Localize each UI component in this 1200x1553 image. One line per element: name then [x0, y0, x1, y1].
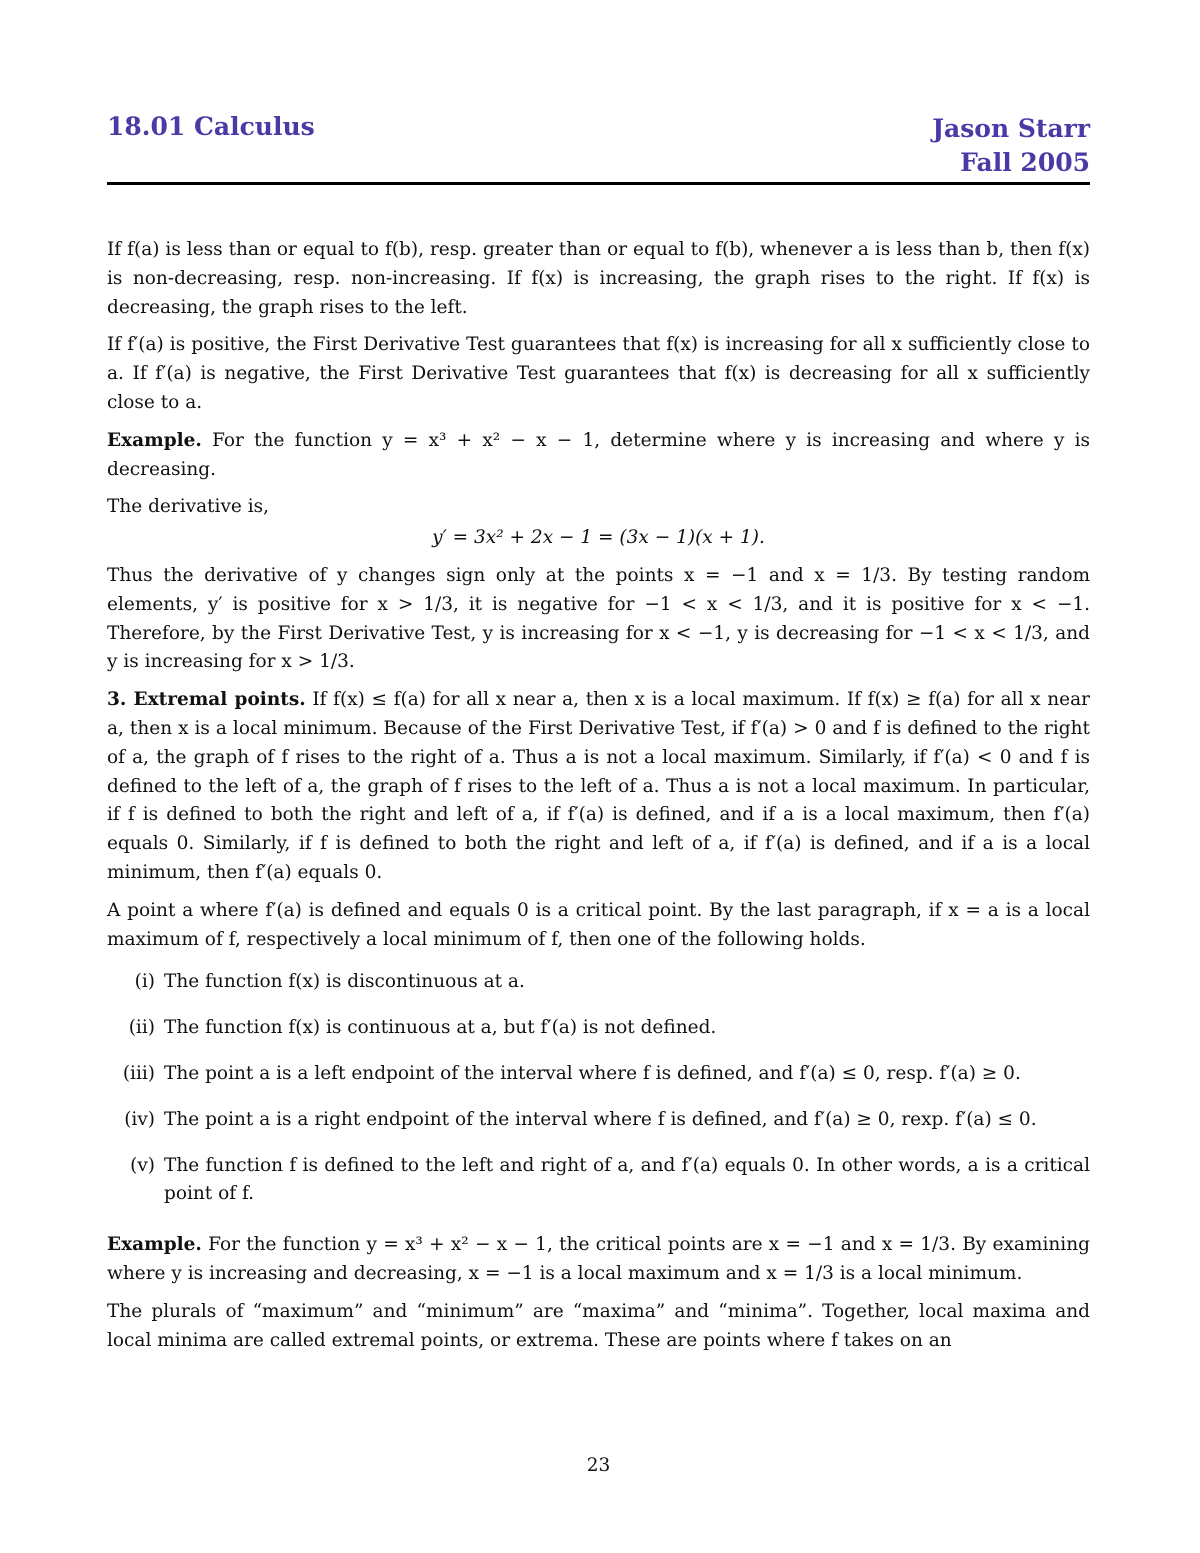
list-item [107, 968, 1090, 997]
body-text [107, 236, 1090, 1364]
example-2-label: Example. [107, 1234, 202, 1256]
example-1-label: Example. [107, 429, 202, 451]
list-item-label: (i) [134, 971, 155, 993]
equation-derivative: y′ = 3x² + 2x − 1 = (3x − 1)(x + 1). [432, 527, 765, 549]
section-3-heading: 3. Extremal points. [107, 689, 306, 711]
list-item-text: The function f(x) is discontinuous at a. [164, 971, 525, 993]
case-list [107, 968, 1090, 1209]
author-block [932, 112, 1090, 180]
paragraph-monotonic: If f(a) is less than or equal to f(b), resp. greater than or equal to f(b), whenever a is less than b, then f(x) is non-decreasing, resp. non-increasing. If f(x) is increasing, the graph rises to the right. If f(x) is decreasing, the graph rises to the left. [107, 239, 1090, 318]
list-item-text: The function f is defined to the left and right of a, and f′(a) equals 0. In other words, a is a critical point of f. [164, 1154, 1090, 1205]
example-2-text: For the function y = x³ + x² − x − 1, the critical points are x = −1 and x = 1/3. By examining where y is increasing and decreasing, x = −1 is a local maximum and x = 1/3 is a local minimum. [107, 1234, 1090, 1284]
paragraph-derivative-intro: The derivative is, [107, 496, 270, 518]
list-item-label: (v) [130, 1154, 155, 1176]
term: Fall 2005 [960, 148, 1090, 177]
list-item-text: The point a is a right endpoint of the interval where f is defined, and f′(a) ≥ 0, rexp. f′(a) ≤ 0. [164, 1108, 1037, 1130]
list-item-label: (iii) [122, 1062, 155, 1084]
header-rule [107, 182, 1090, 185]
example-2 [107, 1231, 1090, 1289]
list-item-label: (iv) [124, 1108, 155, 1130]
example-1 [107, 427, 1090, 485]
page-number: 23 [586, 1455, 611, 1476]
list-item [107, 1060, 1090, 1089]
section-3 [107, 686, 1090, 888]
list-item [107, 1014, 1090, 1043]
section-3-text: If f(x) ≤ f(a) for all x near a, then x is a local maximum. If f(x) ≥ f(a) for all x near a, then x is a local minimum. Because of the First Derivative Test, if f′(a) > 0 and f is defined to the right of a, the graph of f rises to the right of a. Thus a is not a local maximum. Similarly, if f′(a) < 0 and f is defined to the left of a, the graph of f rises to the left of a. Thus a is not a local maximum. In particular, if f is defined to both the right and left of a, if f′(a) is defined, and if a is a local maximum, then f′(a) equals 0. Similarly, if f is defined to both the right and left of a, if f′(a) is defined, and if a is a local minimum, then f′(a) equals 0. [107, 689, 1090, 883]
paragraph-extrema: The plurals of “maximum” and “minimum” are “maxima” and “minima”. Together, local maxima and local minima are called extremal points, or extrema. These are points where f takes on an [107, 1300, 1090, 1351]
author-name: Jason Starr [932, 114, 1090, 143]
example-1-text: For the function y = x³ + x² − x − 1, determine where y is increasing and where y is decreasing. [107, 429, 1090, 480]
list-item-label: (ii) [128, 1017, 155, 1039]
course-title: 18.01 Calculus [107, 112, 315, 141]
list-item-text: The function f(x) is continuous at a, but f′(a) is not defined. [164, 1017, 717, 1039]
paragraph-sign-analysis: Thus the derivative of y changes sign only at the points x = −1 and x = 1/3. By testing random elements, y′ is positive for x > 1/3, it is negative for −1 < x < 1/3, and it is positive for x < −1. Therefore, by the First Derivative Test, y is increasing for x < −1, y is decreasing for −1 < x < 1/3, and y is increasing for x > 1/3. [107, 564, 1090, 673]
paragraph-first-derivative-test: If f′(a) is positive, the First Derivative Test guarantees that f(x) is increasing for all x sufficiently close to a. If f′(a) is negative, the First Derivative Test guarantees that f(x) is decreasing for all x sufficiently close to a. [107, 334, 1090, 413]
list-item-text: The point a is a left endpoint of the interval where f is defined, and f′(a) ≤ 0, resp. f′(a) ≥ 0. [164, 1062, 1021, 1084]
running-header [107, 112, 1090, 184]
list-item [107, 1152, 1090, 1210]
paragraph-critical-point: A point a where f′(a) is defined and equals 0 is a critical point. By the last paragraph, if x = a is a local maximum of f, respectively a local minimum of f, then one of the following holds. [107, 899, 1090, 950]
list-item [107, 1106, 1090, 1135]
